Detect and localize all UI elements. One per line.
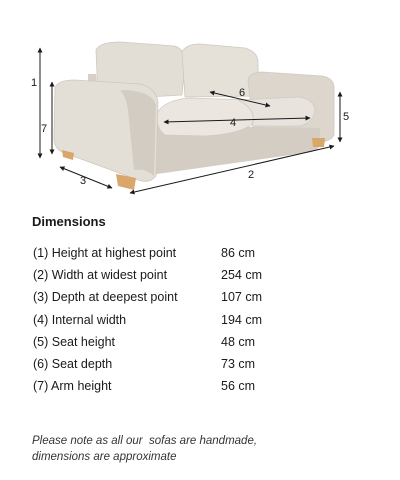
dimension-row-width — [33, 264, 373, 286]
callout-5: 5 — [343, 111, 350, 123]
callout-4: 4 — [230, 117, 237, 129]
seat-cushion-left — [157, 98, 254, 136]
callout-6: 6 — [239, 87, 246, 99]
leg-front-right — [312, 138, 325, 147]
sofa-dimension-diagram — [0, 0, 400, 200]
note-line-2: dimensions are approximate — [32, 451, 177, 463]
callout-7: 7 — [41, 123, 48, 135]
callout-3: 3 — [80, 175, 87, 187]
dimensions-list — [33, 242, 373, 397]
back-cushion-right — [182, 44, 258, 97]
dimension-label: (3) Depth at deepest point — [33, 290, 178, 305]
dimension-row-seat-depth — [33, 353, 373, 375]
dimension-value: 254 cm — [221, 268, 262, 283]
dimension-label: (1) Height at highest point — [33, 246, 177, 261]
note-line-1: Please note as all our sofas are handmade, — [32, 435, 258, 447]
dimension-value: 86 cm — [221, 246, 256, 261]
dimension-row-height — [33, 242, 373, 264]
callout-2: 2 — [248, 169, 255, 181]
dimension-row-arm-height — [33, 375, 373, 397]
callout-1: 1 — [31, 77, 38, 89]
dimension-value: 194 cm — [221, 312, 262, 327]
dimension-label: (4) Internal width — [33, 312, 127, 327]
dimension-value: 73 cm — [221, 357, 256, 372]
dimension-label: (2) Width at widest point — [33, 268, 168, 283]
dimension-value: 48 cm — [221, 334, 256, 349]
sofa-illustration — [54, 42, 334, 190]
dimension-row-depth — [33, 286, 373, 308]
dimension-label: (5) Seat height — [33, 334, 115, 349]
handmade-note — [32, 433, 372, 465]
dimension-value: 56 cm — [221, 379, 256, 394]
dimension-value: 107 cm — [221, 290, 262, 305]
dimension-label: (6) Seat depth — [33, 357, 113, 372]
dimension-row-internal-width — [33, 309, 373, 331]
dimension-label: (7) Arm height — [33, 379, 112, 394]
dimensions-heading: Dimensions — [32, 214, 106, 229]
dimension-row-seat-height — [33, 331, 373, 353]
